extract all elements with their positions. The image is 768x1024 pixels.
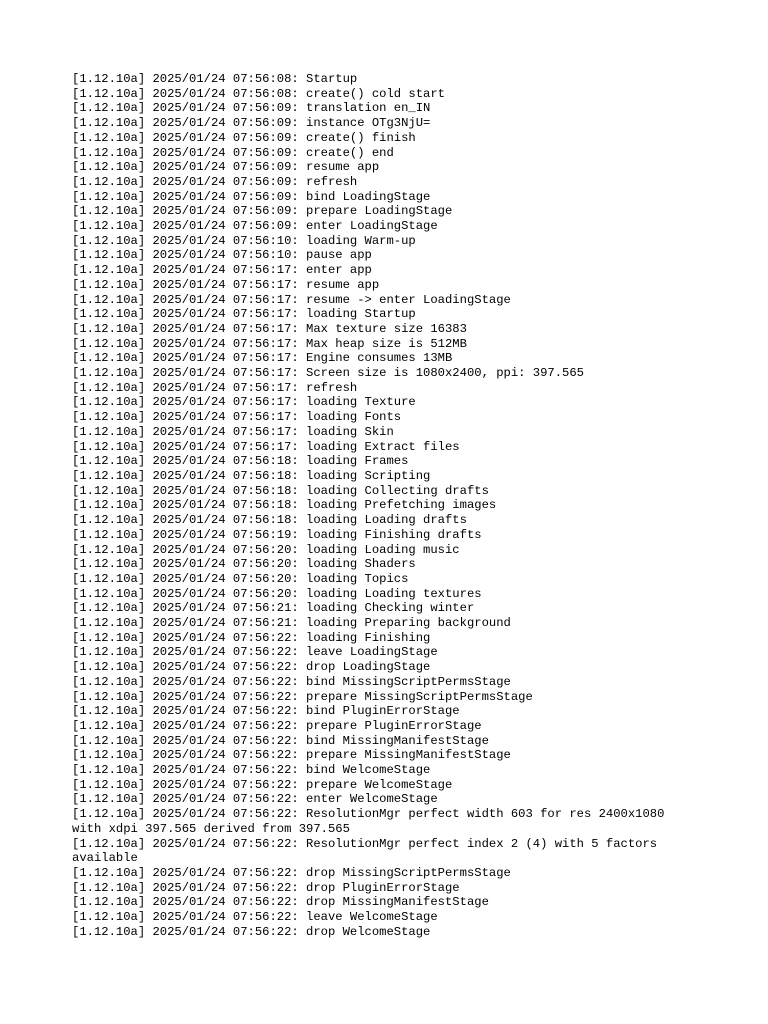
log-line: [1.12.10a] 2025/01/24 07:56:22: ResolutionMgr perfect index 2 (4) with 5 factors available xyxy=(72,836,665,866)
log-line: [1.12.10a] 2025/01/24 07:56:18: loading Collecting drafts xyxy=(72,483,489,498)
log-line: [1.12.10a] 2025/01/24 07:56:17: Engine consumes 13MB xyxy=(72,351,453,366)
log-line: [1.12.10a] 2025/01/24 07:56:22: bind PluginErrorStage xyxy=(72,704,460,719)
log-line: [1.12.10a] 2025/01/24 07:56:10: loading Warm-up xyxy=(72,233,416,248)
log-line: [1.12.10a] 2025/01/24 07:56:17: Max heap size is 512MB xyxy=(72,336,467,351)
log-line: [1.12.10a] 2025/01/24 07:56:10: pause app xyxy=(72,248,372,263)
log-line: [1.12.10a] 2025/01/24 07:56:21: loading Checking winter xyxy=(72,601,475,616)
log-line: [1.12.10a] 2025/01/24 07:56:20: loading Loading textures xyxy=(72,586,482,601)
log-line: [1.12.10a] 2025/01/24 07:56:17: Max texture size 16383 xyxy=(72,321,467,336)
log-line: [1.12.10a] 2025/01/24 07:56:19: loading Finishing drafts xyxy=(72,527,482,542)
log-line: [1.12.10a] 2025/01/24 07:56:09: enter LoadingStage xyxy=(72,219,438,234)
log-line: [1.12.10a] 2025/01/24 07:56:09: create() end xyxy=(72,145,394,160)
log-line: [1.12.10a] 2025/01/24 07:56:17: loading Texture xyxy=(72,395,416,410)
log-line: [1.12.10a] 2025/01/24 07:56:18: loading Scripting xyxy=(72,468,431,483)
log-line: [1.12.10a] 2025/01/24 07:56:22: leave LoadingStage xyxy=(72,645,438,660)
log-line: [1.12.10a] 2025/01/24 07:56:09: bind LoadingStage xyxy=(72,189,431,204)
log-line: [1.12.10a] 2025/01/24 07:56:17: enter app xyxy=(72,263,372,278)
log-line: [1.12.10a] 2025/01/24 07:56:22: bind MissingScriptPermsStage xyxy=(72,674,511,689)
log-line: [1.12.10a] 2025/01/24 07:56:20: loading Topics xyxy=(72,571,409,586)
log-line: [1.12.10a] 2025/01/24 07:56:22: prepare PluginErrorStage xyxy=(72,718,482,733)
log-line: [1.12.10a] 2025/01/24 07:56:20: loading Shaders xyxy=(72,557,416,572)
log-line: [1.12.10a] 2025/01/24 07:56:20: loading Loading music xyxy=(72,542,460,557)
log-line: [1.12.10a] 2025/01/24 07:56:09: refresh xyxy=(72,174,358,189)
log-line: [1.12.10a] 2025/01/24 07:56:17: loading Skin xyxy=(72,424,394,439)
log-line: [1.12.10a] 2025/01/24 07:56:22: prepare MissingScriptPermsStage xyxy=(72,689,533,704)
log-line: [1.12.10a] 2025/01/24 07:56:22: leave WelcomeStage xyxy=(72,910,438,925)
log-line: [1.12.10a] 2025/01/24 07:56:17: loading Extract files xyxy=(72,439,460,454)
log-line: [1.12.10a] 2025/01/24 07:56:22: loading Finishing xyxy=(72,630,431,645)
log-line: [1.12.10a] 2025/01/24 07:56:22: bind MissingManifestStage xyxy=(72,733,489,748)
log-line: [1.12.10a] 2025/01/24 07:56:17: loading Fonts xyxy=(72,410,402,425)
log-line: [1.12.10a] 2025/01/24 07:56:21: loading Preparing background xyxy=(72,616,511,631)
log-line: [1.12.10a] 2025/01/24 07:56:09: instance OTg3NjU= xyxy=(72,116,431,131)
log-line: [1.12.10a] 2025/01/24 07:56:22: drop WelcomeStage xyxy=(72,924,431,939)
log-line: [1.12.10a] 2025/01/24 07:56:22: drop PluginErrorStage xyxy=(72,880,460,895)
log-line: [1.12.10a] 2025/01/24 07:56:17: resume -> enter LoadingStage xyxy=(72,292,511,307)
log-line: [1.12.10a] 2025/01/24 07:56:17: loading Startup xyxy=(72,307,416,322)
log-line: [1.12.10a] 2025/01/24 07:56:22: drop MissingManifestStage xyxy=(72,895,489,910)
log-line: [1.12.10a] 2025/01/24 07:56:09: prepare LoadingStage xyxy=(72,204,453,219)
log-line: [1.12.10a] 2025/01/24 07:56:22: drop MissingScriptPermsStage xyxy=(72,865,511,880)
log-line: [1.12.10a] 2025/01/24 07:56:18: loading Frames xyxy=(72,454,409,469)
log-line: [1.12.10a] 2025/01/24 07:56:22: prepare MissingManifestStage xyxy=(72,748,511,763)
log-line: [1.12.10a] 2025/01/24 07:56:18: loading Loading drafts xyxy=(72,513,467,528)
log-line: [1.12.10a] 2025/01/24 07:56:17: resume app xyxy=(72,277,380,292)
log-line: [1.12.10a] 2025/01/24 07:56:22: bind WelcomeStage xyxy=(72,763,431,778)
log-line: [1.12.10a] 2025/01/24 07:56:18: loading Prefetching images xyxy=(72,498,497,513)
log-line: [1.12.10a] 2025/01/24 07:56:09: translation en_IN xyxy=(72,101,431,116)
log-line: [1.12.10a] 2025/01/24 07:56:22: prepare WelcomeStage xyxy=(72,777,453,792)
log-line: [1.12.10a] 2025/01/24 07:56:09: resume app xyxy=(72,160,380,175)
log-line: [1.12.10a] 2025/01/24 07:56:22: ResolutionMgr perfect width 603 for res 2400x1080 with xdpi 397.565 derived from 397.565 xyxy=(72,807,672,836)
log-line: [1.12.10a] 2025/01/24 07:56:08: Startup xyxy=(72,72,358,86)
log-line: [1.12.10a] 2025/01/24 07:56:08: create() cold start xyxy=(72,86,445,101)
log-line: [1.12.10a] 2025/01/24 07:56:09: create() finish xyxy=(72,130,416,145)
log-line: [1.12.10a] 2025/01/24 07:56:22: drop LoadingStage xyxy=(72,660,431,675)
log-line: [1.12.10a] 2025/01/24 07:56:17: Screen size is 1080x2400, ppi: 397.565 xyxy=(72,366,584,381)
log-line: [1.12.10a] 2025/01/24 07:56:22: enter WelcomeStage xyxy=(72,792,438,807)
log-output xyxy=(72,72,692,939)
log-line: [1.12.10a] 2025/01/24 07:56:17: refresh xyxy=(72,380,358,395)
